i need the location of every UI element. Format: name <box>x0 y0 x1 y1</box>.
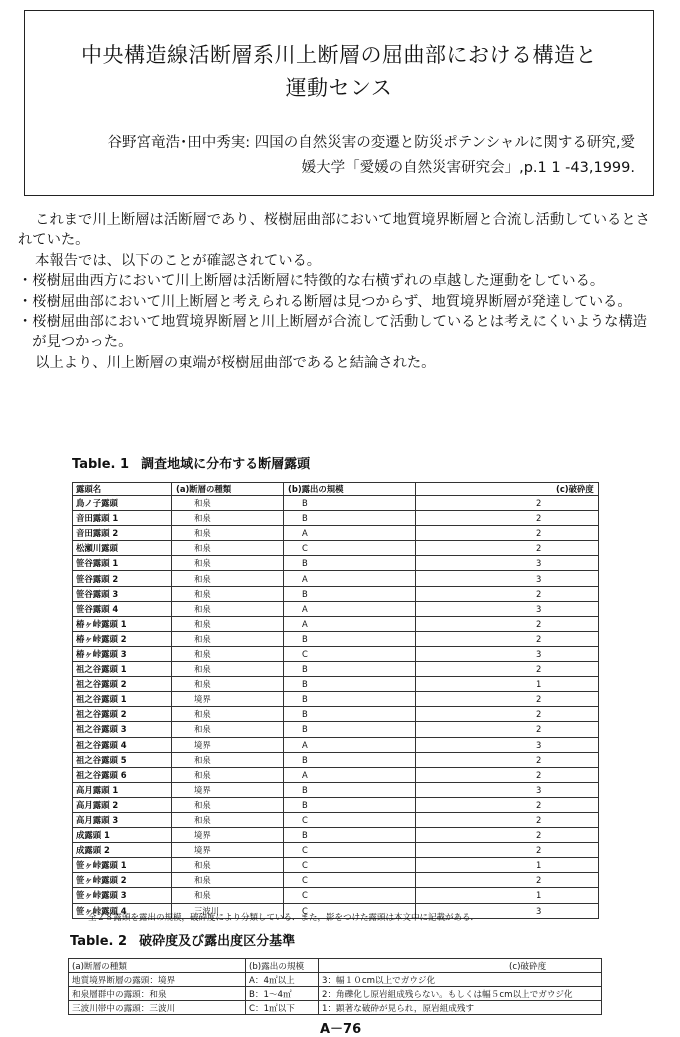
paragraph: ・桜樹屈曲部において川上断層と考えられる断層は見つからず、地質境界断層が発達している。 <box>18 293 632 310</box>
table-cell: 1 <box>416 858 599 873</box>
table-row <box>73 888 599 903</box>
title-line-2: 運動センス <box>285 76 393 100</box>
table-cell: 笹ヶ峠露頭 4 <box>73 903 172 918</box>
table-row <box>73 586 599 601</box>
table1-footnote: 全２８露頭を露出の規模，破砕度により分類している．また，影をつけた露頭は本文中に記載がある． <box>88 913 480 923</box>
table-cell: 1 <box>416 888 599 903</box>
table-cell: 三波川 <box>172 903 284 918</box>
table-cell: B <box>284 782 416 797</box>
paragraph: ・桜樹屈曲部において地質境界断層と川上断層が合流して活動しているとは考えにくいような構造が見つかった。 <box>18 314 648 351</box>
table-cell: 境界 <box>172 828 284 843</box>
table-header-row <box>73 483 599 496</box>
table-row <box>73 601 599 616</box>
table-cell: 地質境界断層の露頭：境界 <box>69 973 246 987</box>
table2 <box>68 958 602 1015</box>
table1-title: 調査地域に分布する断層露頭 <box>141 457 311 472</box>
table-cell: B <box>284 677 416 692</box>
table-cell: 2 <box>416 797 599 812</box>
table-cell: B <box>284 631 416 646</box>
table-cell: 笹谷露頭 3 <box>73 586 172 601</box>
table-cell: B <box>284 692 416 707</box>
table1-caption <box>72 453 310 472</box>
table-cell: B <box>284 707 416 722</box>
table-row <box>73 646 599 661</box>
table2-caption <box>70 930 295 949</box>
table-row <box>73 526 599 541</box>
table-cell: C：1㎡以下 <box>246 1001 319 1015</box>
paragraph: これまで川上断層は活断層であり、桜樹屈曲部において地質境界断層と合流し活動しているとされていた。 <box>18 212 650 249</box>
table-cell: 2 <box>416 828 599 843</box>
table-cell: 2 <box>416 662 599 677</box>
table-cell: 祖之谷露頭 3 <box>73 722 172 737</box>
table-cell: 笹谷露頭 2 <box>73 571 172 586</box>
table-cell: C <box>284 858 416 873</box>
table2-title: 破砕度及び露出度区分基準 <box>139 934 296 949</box>
table-cell: 祖之谷露頭 5 <box>73 752 172 767</box>
table-cell: 和泉 <box>172 496 284 511</box>
table-header-cell: (b)露出の規模 <box>246 959 319 973</box>
table-cell: 祖之谷露頭 1 <box>73 692 172 707</box>
table-cell: 和泉 <box>172 677 284 692</box>
table-cell: C <box>284 888 416 903</box>
table-row <box>73 541 599 556</box>
table-cell: 和泉 <box>172 556 284 571</box>
table-cell: 3 <box>416 571 599 586</box>
table-row <box>73 692 599 707</box>
table-cell: B <box>284 722 416 737</box>
table-row <box>73 631 599 646</box>
table-cell: A <box>284 571 416 586</box>
table-cell: 笹ヶ峠露頭 3 <box>73 888 172 903</box>
table-cell: B <box>284 828 416 843</box>
table-cell: C <box>284 843 416 858</box>
table-row <box>69 973 602 987</box>
table-cell: 和泉 <box>172 707 284 722</box>
table-cell: 和泉 <box>172 767 284 782</box>
table-cell: 祖之谷露頭 6 <box>73 767 172 782</box>
table-cell: 2 <box>416 707 599 722</box>
table-cell: B <box>284 752 416 767</box>
table-cell: B：1～4㎡ <box>246 987 319 1001</box>
table-cell: A <box>284 767 416 782</box>
table-cell: 和泉層群中の露頭：和泉 <box>69 987 246 1001</box>
table-cell: B <box>284 662 416 677</box>
table-row <box>73 782 599 797</box>
table-cell: 笹ヶ峠露頭 2 <box>73 873 172 888</box>
table-cell: 和泉 <box>172 797 284 812</box>
table-row <box>73 556 599 571</box>
table1 <box>72 482 599 919</box>
table-header-cell: 露頭名 <box>73 483 172 496</box>
table-cell: 3 <box>416 782 599 797</box>
table-cell: C <box>284 646 416 661</box>
table-cell: B <box>284 496 416 511</box>
table-cell: 和泉 <box>172 616 284 631</box>
table-cell: A：4㎡以上 <box>246 973 319 987</box>
table-cell: A <box>284 616 416 631</box>
table-cell: 音田露頭 1 <box>73 511 172 526</box>
citation-line-1: 谷野宮竜浩･田中秀実: 四国の自然災害の変遷と防災ポテンシャルに関する研究,愛 <box>107 135 635 151</box>
table-cell: B <box>284 556 416 571</box>
title-line-1: 中央構造線活断層系川上断層の屈曲部における構造と <box>81 43 597 67</box>
table-cell: B <box>284 586 416 601</box>
table-row <box>73 616 599 631</box>
table-cell: 境界 <box>172 782 284 797</box>
table-cell: 和泉 <box>172 511 284 526</box>
table-cell: 和泉 <box>172 858 284 873</box>
table-cell: 和泉 <box>172 541 284 556</box>
table-cell: 椿ヶ峠露頭 1 <box>73 616 172 631</box>
table-row <box>73 737 599 752</box>
table-cell: 2：角礫化し原岩組成残らない。もしくは幅５cm以上でガウジ化 <box>319 987 602 1001</box>
table-cell: 3 <box>416 737 599 752</box>
table-row <box>69 1001 602 1015</box>
table-cell: A <box>284 737 416 752</box>
table-row <box>73 767 599 782</box>
table-cell: 高月露頭 1 <box>73 782 172 797</box>
table-header-cell: (b)露出の規模 <box>284 483 416 496</box>
table-cell: 2 <box>416 752 599 767</box>
table-row <box>73 752 599 767</box>
paragraph: 本報告では、以下のことが確認されている。 <box>35 252 322 269</box>
table-cell: 2 <box>416 767 599 782</box>
table-cell: 椿ヶ峠露頭 3 <box>73 646 172 661</box>
table-cell: 3 <box>416 903 599 918</box>
table-cell: 2 <box>416 812 599 827</box>
table-row <box>73 722 599 737</box>
page-number: A－76 <box>320 1022 362 1037</box>
table-row <box>69 987 602 1001</box>
table-cell: 和泉 <box>172 812 284 827</box>
table-cell: 椿ヶ峠露頭 2 <box>73 631 172 646</box>
body-text <box>18 210 658 373</box>
table-cell: 祖之谷露頭 2 <box>73 677 172 692</box>
paragraph: ・桜樹屈曲西方において川上断層は活断層に特徴的な右横ずれの卓越した運動をしている。 <box>18 273 605 290</box>
table-cell: 3：幅１０cm以上でガウジ化 <box>319 973 602 987</box>
table-cell: 和泉 <box>172 888 284 903</box>
table-cell: 1 <box>416 677 599 692</box>
table-cell: 2 <box>416 631 599 646</box>
table-cell: 和泉 <box>172 571 284 586</box>
table2-label: Table. 2 <box>70 934 128 949</box>
table-row <box>73 511 599 526</box>
table-cell: C <box>284 812 416 827</box>
table-cell: 境界 <box>172 692 284 707</box>
paragraph: 以上より、川上断層の東端が桜樹屈曲部であると結論された。 <box>35 354 436 371</box>
table-cell: 笹ヶ峠露頭 1 <box>73 858 172 873</box>
table-cell: 和泉 <box>172 601 284 616</box>
table-cell: 和泉 <box>172 873 284 888</box>
table-cell: 2 <box>416 873 599 888</box>
table-cell: 2 <box>416 843 599 858</box>
table-header-cell: (c)破砕度 <box>319 959 602 973</box>
table-cell: 高月露頭 2 <box>73 797 172 812</box>
table1-label: Table. 1 <box>72 457 130 472</box>
table-cell: 三波川帯中の露頭：三波川 <box>69 1001 246 1015</box>
table-cell: 音田露頭 2 <box>73 526 172 541</box>
table-cell: 2 <box>416 616 599 631</box>
table-cell: 成露頭 2 <box>73 843 172 858</box>
table-cell: 3 <box>416 556 599 571</box>
table-cell: B <box>284 797 416 812</box>
table-cell: 境界 <box>172 737 284 752</box>
table-cell: 2 <box>416 692 599 707</box>
citation-line-2: 媛大学「愛媛の自然災害研究会」,p.1 1 -43,1999. <box>301 160 635 176</box>
table-cell: 笹谷露頭 4 <box>73 601 172 616</box>
table-cell: 3 <box>416 601 599 616</box>
table-row <box>73 496 599 511</box>
citation <box>35 131 635 181</box>
table-cell: C <box>284 541 416 556</box>
table-cell: 鳥ノ子露頭 <box>73 496 172 511</box>
table-cell: A <box>284 601 416 616</box>
table-cell: 松瀬川露頭 <box>73 541 172 556</box>
table-cell: 笹谷露頭 1 <box>73 556 172 571</box>
table-cell: A <box>284 526 416 541</box>
table-cell: 和泉 <box>172 646 284 661</box>
table-cell: 高月露頭 3 <box>73 812 172 827</box>
table-cell: 2 <box>416 541 599 556</box>
table-cell: B <box>284 511 416 526</box>
table-row <box>73 707 599 722</box>
table-cell: 2 <box>416 526 599 541</box>
paper-title <box>25 39 653 105</box>
table-row <box>73 858 599 873</box>
table-cell: 和泉 <box>172 526 284 541</box>
table-cell: 和泉 <box>172 662 284 677</box>
table-header-cell: (a)断層の種類 <box>172 483 284 496</box>
table-cell: 祖之谷露頭 4 <box>73 737 172 752</box>
table-row <box>73 662 599 677</box>
table-cell: 成露頭 1 <box>73 828 172 843</box>
table-row <box>73 571 599 586</box>
table-cell: 2 <box>416 511 599 526</box>
table-cell: 2 <box>416 496 599 511</box>
table-row <box>73 873 599 888</box>
table-cell: 境界 <box>172 843 284 858</box>
table-cell: C <box>284 903 416 918</box>
table-cell: 和泉 <box>172 722 284 737</box>
table-row <box>73 828 599 843</box>
table-cell: 和泉 <box>172 586 284 601</box>
table-cell: 3 <box>416 646 599 661</box>
table-header-cell: (a)断層の種類 <box>69 959 246 973</box>
table-header-cell: (c)破砕度 <box>416 483 599 496</box>
table-cell: C <box>284 873 416 888</box>
table-row <box>73 812 599 827</box>
table-cell: 祖之谷露頭 1 <box>73 662 172 677</box>
table-header-row <box>69 959 602 973</box>
table-row <box>73 797 599 812</box>
table-row <box>73 843 599 858</box>
table-cell: 和泉 <box>172 752 284 767</box>
table-cell: 2 <box>416 586 599 601</box>
table-cell: 和泉 <box>172 631 284 646</box>
table-cell: 1：顕著な破砕が見られ，原岩組成残す <box>319 1001 602 1015</box>
header-box <box>24 10 654 196</box>
table-cell: 祖之谷露頭 2 <box>73 707 172 722</box>
table-row <box>73 677 599 692</box>
table-cell: 2 <box>416 722 599 737</box>
